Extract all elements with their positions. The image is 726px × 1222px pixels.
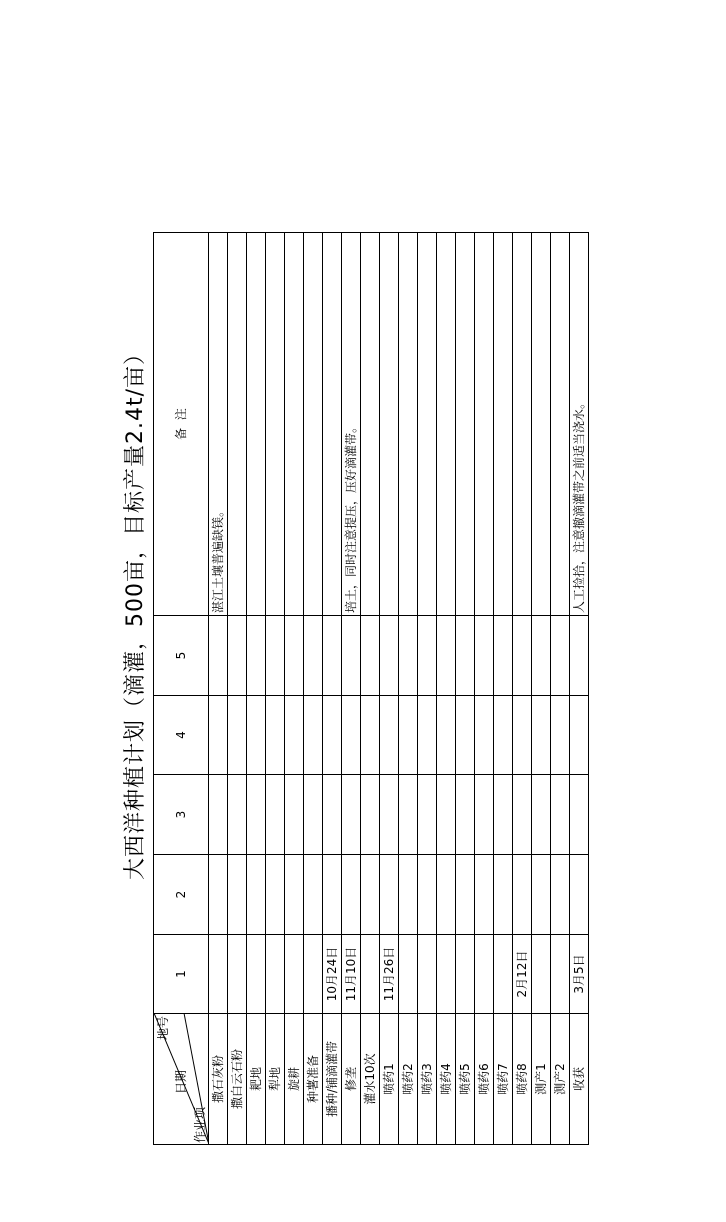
empty-cell [532, 855, 551, 935]
note-cell: 培土，同时注意提压，压好滴灌带。 [342, 233, 361, 616]
date-cell [361, 935, 380, 1014]
empty-cell [456, 855, 475, 935]
date-cell: 11月10日 [342, 935, 361, 1014]
empty-cell [266, 855, 285, 935]
empty-cell [209, 696, 228, 775]
empty-cell [475, 855, 494, 935]
date-label: 日期 [174, 1069, 188, 1094]
date-cell [475, 935, 494, 1014]
empty-cell [399, 696, 418, 775]
empty-cell [570, 855, 589, 935]
empty-cell [247, 696, 266, 775]
empty-cell [418, 855, 437, 935]
task-label: 作业项 [193, 1106, 207, 1143]
task-cell: 喷药4 [437, 1014, 456, 1145]
table-row [437, 233, 456, 1145]
note-cell: 人工捡拾，注意撤滴灌带之前适当浇水。 [570, 233, 589, 616]
empty-cell [323, 775, 342, 855]
empty-cell [456, 775, 475, 855]
empty-cell [285, 616, 304, 696]
empty-cell [456, 696, 475, 775]
table-row [380, 233, 399, 1145]
empty-cell [494, 616, 513, 696]
note-cell [304, 233, 323, 616]
task-cell: 旋耕 [285, 1014, 304, 1145]
note-cell [494, 233, 513, 616]
empty-cell [266, 775, 285, 855]
empty-cell [399, 775, 418, 855]
note-cell: 湛江土壤普遍缺镁。 [209, 233, 228, 616]
empty-cell [323, 696, 342, 775]
date-cell [532, 935, 551, 1014]
date-cell [228, 935, 247, 1014]
task-cell: 收获 [570, 1014, 589, 1145]
note-cell [551, 233, 570, 616]
note-cell [532, 233, 551, 616]
empty-cell [513, 696, 532, 775]
note-cell [456, 233, 475, 616]
table-row [304, 233, 323, 1145]
note-cell [418, 233, 437, 616]
note-cell [266, 233, 285, 616]
task-cell: 喷药1 [380, 1014, 399, 1145]
empty-cell [494, 775, 513, 855]
table-row [399, 233, 418, 1145]
empty-cell [380, 696, 399, 775]
table-row [494, 233, 513, 1145]
date-cell [437, 935, 456, 1014]
column-header-3: 3 [154, 775, 209, 855]
empty-cell [304, 696, 323, 775]
date-cell [247, 935, 266, 1014]
note-cell [228, 233, 247, 616]
empty-cell [228, 775, 247, 855]
planting-plan-table [153, 232, 589, 1145]
note-cell [513, 233, 532, 616]
empty-cell [209, 775, 228, 855]
column-header-1: 1 [154, 935, 209, 1014]
empty-cell [570, 696, 589, 775]
date-cell [266, 935, 285, 1014]
task-cell: 灌水10次 [361, 1014, 380, 1145]
empty-cell [475, 696, 494, 775]
date-cell [209, 935, 228, 1014]
note-header: 备 注 [154, 233, 209, 616]
empty-cell [380, 855, 399, 935]
table-row [342, 233, 361, 1145]
date-cell [304, 935, 323, 1014]
diagonal-header-cell [154, 1014, 209, 1145]
empty-cell [228, 696, 247, 775]
empty-cell [228, 616, 247, 696]
empty-cell [380, 775, 399, 855]
empty-cell [304, 775, 323, 855]
date-cell: 2月12日 [513, 935, 532, 1014]
empty-cell [323, 616, 342, 696]
table-row [418, 233, 437, 1145]
task-cell: 犁地 [266, 1014, 285, 1145]
table-row [570, 233, 589, 1145]
empty-cell [551, 775, 570, 855]
empty-cell [247, 855, 266, 935]
empty-cell [285, 855, 304, 935]
task-cell: 测产1 [532, 1014, 551, 1145]
date-cell: 11月26日 [380, 935, 399, 1014]
task-cell: 撒白云石粉 [228, 1014, 247, 1145]
plan-title: 大西洋种植计划（滴灌，500亩，目标产量2.4t/亩） [123, 341, 148, 881]
date-cell [494, 935, 513, 1014]
note-cell [285, 233, 304, 616]
table-row [209, 233, 228, 1145]
table-row [456, 233, 475, 1145]
table-body [154, 233, 589, 1145]
empty-cell [513, 775, 532, 855]
empty-cell [551, 616, 570, 696]
empty-cell [437, 775, 456, 855]
task-cell: 耙地 [247, 1014, 266, 1145]
note-cell [380, 233, 399, 616]
column-header-4: 4 [154, 696, 209, 775]
empty-cell [570, 775, 589, 855]
note-cell [361, 233, 380, 616]
empty-cell [475, 616, 494, 696]
empty-cell [494, 696, 513, 775]
empty-cell [285, 775, 304, 855]
table-row [266, 233, 285, 1145]
date-cell [399, 935, 418, 1014]
empty-cell [323, 855, 342, 935]
empty-cell [551, 855, 570, 935]
table-row [475, 233, 494, 1145]
date-cell [456, 935, 475, 1014]
task-cell: 喷药2 [399, 1014, 418, 1145]
header-row [154, 233, 209, 1145]
empty-cell [437, 855, 456, 935]
task-cell: 喷药7 [494, 1014, 513, 1145]
date-cell [285, 935, 304, 1014]
empty-cell [285, 696, 304, 775]
empty-cell [418, 775, 437, 855]
empty-cell [361, 855, 380, 935]
empty-cell [437, 696, 456, 775]
empty-cell [209, 616, 228, 696]
empty-cell [532, 696, 551, 775]
empty-cell [228, 855, 247, 935]
note-cell [247, 233, 266, 616]
empty-cell [304, 855, 323, 935]
date-cell [551, 935, 570, 1014]
empty-cell [399, 855, 418, 935]
empty-cell [304, 616, 323, 696]
note-cell [475, 233, 494, 616]
empty-cell [342, 616, 361, 696]
column-header-2: 2 [154, 855, 209, 935]
plot-label: 地号 [156, 1015, 170, 1040]
empty-cell [399, 616, 418, 696]
note-cell [399, 233, 418, 616]
empty-cell [532, 616, 551, 696]
empty-cell [209, 855, 228, 935]
empty-cell [247, 775, 266, 855]
date-cell: 3月5日 [570, 935, 589, 1014]
task-cell: 种薯准备 [304, 1014, 323, 1145]
task-cell: 喷药8 [513, 1014, 532, 1145]
empty-cell [342, 855, 361, 935]
empty-cell [361, 775, 380, 855]
table-row [323, 233, 342, 1145]
table-row [532, 233, 551, 1145]
table-row [247, 233, 266, 1145]
empty-cell [532, 775, 551, 855]
task-cell: 喷药5 [456, 1014, 475, 1145]
empty-cell [513, 616, 532, 696]
empty-cell [342, 775, 361, 855]
task-cell: 测产2 [551, 1014, 570, 1145]
empty-cell [418, 696, 437, 775]
task-cell: 修垄 [342, 1014, 361, 1145]
empty-cell [475, 775, 494, 855]
empty-cell [247, 616, 266, 696]
empty-cell [456, 616, 475, 696]
empty-cell [266, 696, 285, 775]
empty-cell [418, 616, 437, 696]
empty-cell [266, 616, 285, 696]
table-row [361, 233, 380, 1145]
empty-cell [380, 616, 399, 696]
empty-cell [361, 616, 380, 696]
note-cell [437, 233, 456, 616]
empty-cell [513, 855, 532, 935]
task-cell: 撒石灰粉 [209, 1014, 228, 1145]
empty-cell [361, 696, 380, 775]
date-cell [418, 935, 437, 1014]
empty-cell [342, 696, 361, 775]
column-header-5: 5 [154, 616, 209, 696]
empty-cell [570, 616, 589, 696]
empty-cell [551, 696, 570, 775]
empty-cell [494, 855, 513, 935]
task-cell: 喷药3 [418, 1014, 437, 1145]
date-cell: 10月24日 [323, 935, 342, 1014]
empty-cell [437, 616, 456, 696]
table-row [551, 233, 570, 1145]
note-cell [323, 233, 342, 616]
table-row [513, 233, 532, 1145]
task-cell: 播种/铺滴灌带 [323, 1014, 342, 1145]
table-row [228, 233, 247, 1145]
table-row [285, 233, 304, 1145]
task-cell: 喷药6 [475, 1014, 494, 1145]
